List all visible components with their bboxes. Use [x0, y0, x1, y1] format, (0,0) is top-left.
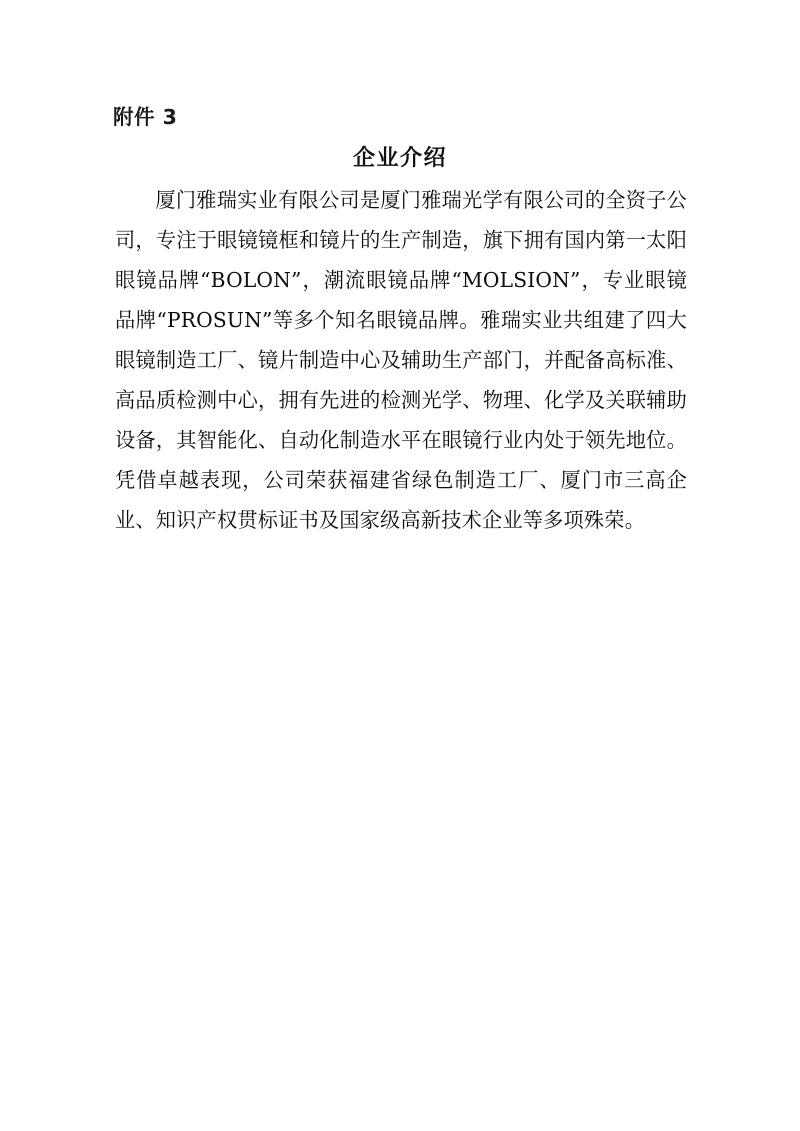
document-body	[115, 180, 687, 540]
body-paragraph: 厦门雅瑞实业有限公司是厦门雅瑞光学有限公司的全资子公司，专注于眼镜镜框和镜片的生产制造，旗下拥有国内第一太阳眼镜品牌“BOLON”，潮流眼镜品牌“MOLSION”，专业眼镜品牌“PROSUN”等多个知名眼镜品牌。雅瑞实业共组建了四大眼镜制造工厂、镜片制造中心及辅助生产部门，并配备高标准、高品质检测中心，拥有先进的检测光学、物理、化学及关联辅助设备，其智能化、自动化制造水平在眼镜行业内处于领先地位。凭借卓越表现，公司荣获福建省绿色制造工厂、厦门市三高企业、知识产权贯标证书及国家级高新技术企业等多项殊荣。	[115, 188, 687, 532]
page-title: 企业介绍	[352, 146, 447, 171]
attachment-label: 附件 3	[113, 105, 178, 129]
